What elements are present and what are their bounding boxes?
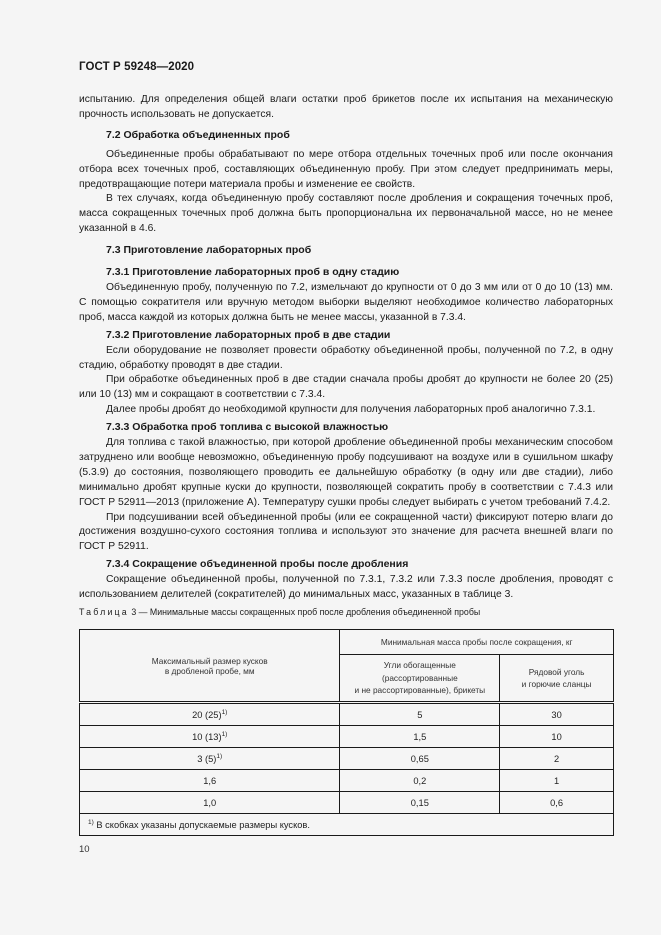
col-header-ordinary-line2: и горючие сланцы (521, 679, 592, 689)
paragraph: Далее пробы дробят до необходимой крупности для получения лабораторных проб аналогично 7.3.1. (106, 404, 596, 416)
cell-ordinary: 2 (500, 748, 614, 770)
section-heading-7-2: 7.2 Обработка объединенных проб (106, 128, 290, 141)
table-caption-label: Таблица (79, 607, 129, 617)
document-id: ГОСТ Р 59248—2020 (79, 61, 195, 73)
col-header-size-line1: Максимальный размер кусков (151, 655, 268, 666)
table-row (80, 792, 614, 814)
paragraph: В тех случаях, когда объединенную пробу составляют после дробления и сокращения точечных проб, масса сокращенных точечных проб должна быть пропорциональна их первоначальной массе, но не менее указанной в 4.6. (79, 193, 613, 235)
section-heading-7-3-2: 7.3.2 Приготовление лабораторных проб в две стадии (106, 328, 391, 341)
footnote-ref: 1) (221, 730, 228, 738)
col-header-enriched (340, 655, 500, 703)
paragraph: Если оборудование не позволяет провести обработку объединенной пробы, полученной по 7.2, в одну стадию, обработку проводят в две стадии. (79, 344, 613, 371)
paragraph: Сокращение объединенной пробы, полученной по 7.3.1, 7.3.2 или 7.3.3 после дробления, проводят с использованием делителей (сократителей) до минимальных масс, указанных в таблице 3. (79, 574, 613, 601)
cell-enriched: 0,2 (340, 770, 500, 792)
cell-enriched: 5 (340, 703, 500, 726)
cell-enriched: 1,5 (340, 726, 500, 748)
cell-ordinary: 0,6 (500, 792, 614, 814)
section-heading-7-3: 7.3 Приготовление лабораторных проб (106, 244, 312, 257)
cell-ordinary: 10 (500, 726, 614, 748)
cell-size: 1,0 (80, 792, 340, 814)
minimum-mass-table (79, 629, 614, 836)
paragraph: испытанию. Для определения общей влаги остатки проб брикетов после их испытания на механическую прочность использовать не допускается. (79, 94, 613, 120)
col-header-size (80, 630, 340, 703)
paragraph: Объединенную пробу, полученную по 7.2, измельчают до крупности от 0 до 3 мм или от 0 до 10 (13) мм. С помощью сократителя или вручную методом выборки выделяют необходимое количество лабораторных проб, масса каждой из которых должна быть не менее массы, указанной в 7.3.4. (79, 281, 613, 323)
footnote-mark: 1) (88, 818, 94, 826)
col-header-enriched-line2: (рассортированные (381, 672, 458, 683)
cell-size: 3 $(5)^{1)}$ (80, 748, 340, 770)
cell-size: 20 $(25)^{1)}$ (80, 703, 340, 726)
col-header-ordinary (500, 655, 614, 703)
paragraph: Объединенные пробы обрабатывают по мере отбора отдельных точечных проб или после окончания отбора всех точечных проб, составляющих объединенную пробу. При этом следует предпринимать меры, предотвращающие потери материала пробы и изменение ее свойств. (79, 148, 613, 190)
section-heading-7-3-3: 7.3.3 Обработка проб топлива с высокой влажностью (106, 421, 389, 434)
table-caption-text: 3 — Минимальные массы сокращенных проб после дробления объединенной пробы (128, 607, 481, 617)
footnote-ref: 1) (221, 708, 228, 716)
paragraph: При обработке объединенных проб в две стадии сначала пробы дробят до крупности не более 20 (25) или 10 (13) мм и сокращают в соответствии с 7.3.4. (79, 374, 613, 401)
col-header-ordinary-line1: Рядовой уголь (528, 666, 585, 677)
page-number: 10 (79, 844, 90, 855)
table-row (80, 770, 614, 792)
document-body (79, 93, 613, 603)
table-row (80, 748, 614, 770)
cell-size: 10 $(13)^{1)}$ (80, 726, 340, 748)
section-heading-7-3-4: 7.3.4 Сокращение объединенной пробы после дробления (106, 558, 409, 571)
paragraph: Для топлива с такой влажностью, при которой дробление объединенной пробы механическим способом затруднено или вообще невозможно, объединенную пробу подсушивают на воздухе или в сушильном шкафу (5.3.9) до состояния, позволяющего проводить ее дальнейшую обработку (в одну или две стадии), либо минимально дробят крупные куски до крупности, позволяющей сократить пробу в соответствии с 7.4.3 или ГОСТ Р 52911—2013 (приложение А). Температуру сушки пробы следует выбирать с учетом требований 7.4.2. (79, 437, 613, 508)
group-header-mass: Минимальная масса пробы после сокращения, кг (340, 630, 614, 655)
cell-size: 1,6 (80, 770, 340, 792)
cell-enriched: 0,15 (340, 792, 500, 814)
col-header-size-line2: в дробленой пробе, мм (164, 665, 255, 676)
table-row (80, 703, 614, 726)
cell-ordinary: 30 (500, 703, 614, 726)
footnote-ref: 1) (216, 752, 223, 760)
cell-ordinary: 1 (500, 770, 614, 792)
table-row (80, 726, 614, 748)
footnote-text: В скобках указаны допускаемые размеры кусков. (93, 820, 310, 831)
table-footnote (80, 814, 614, 836)
col-header-enriched-line1: Угли обогащенные (383, 660, 456, 671)
col-header-enriched-line3: и не рассортированные), брикеты (354, 685, 486, 696)
table-caption (79, 607, 480, 617)
paragraph: При подсушивании всей объединенной пробы (или ее сокращенной части) фиксируют потерю влаги до достижения воздушно-сухого состояния топлива и используют это значение для расчета внешней влаги по ГОСТ Р 52911. (79, 511, 613, 553)
section-heading-7-3-1: 7.3.1 Приготовление лабораторных проб в одну стадию (106, 266, 400, 279)
cell-enriched: 0,65 (340, 748, 500, 770)
